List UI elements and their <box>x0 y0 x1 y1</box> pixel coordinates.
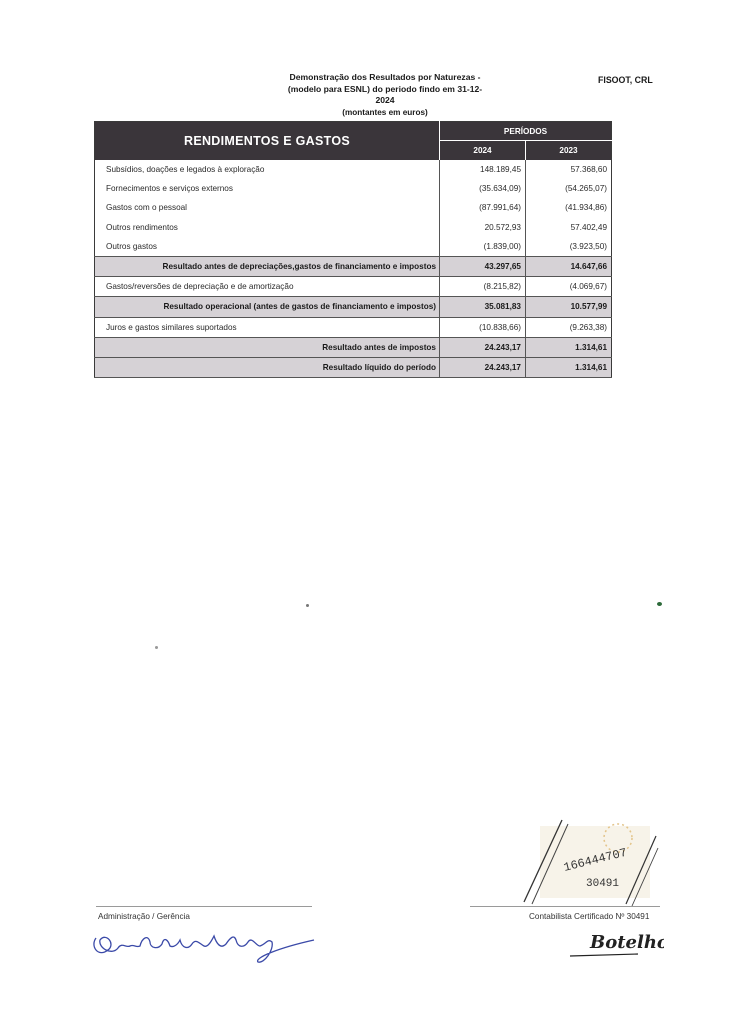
value-2024: 148.189,45 <box>440 160 526 179</box>
administration-label: Administração / Gerência <box>98 912 190 921</box>
table-body <box>95 160 612 378</box>
subtotal-row <box>95 297 612 317</box>
year-header-2023: 2023 <box>526 141 612 161</box>
value-2023: 14.647,66 <box>526 256 612 276</box>
stamp-number: 166444707 <box>562 845 629 875</box>
subtotal-row <box>95 357 612 377</box>
income-statement-table <box>94 121 612 378</box>
company-name: FISOOT, CRL <box>598 75 653 85</box>
value-2024: (1.839,00) <box>440 237 526 257</box>
table-row <box>95 218 612 237</box>
periods-header: PERÍODOS <box>440 122 612 141</box>
stamp-cert: 30491 <box>586 878 620 890</box>
value-2023: (54.265,07) <box>526 179 612 198</box>
value-2023: (3.923,50) <box>526 237 612 257</box>
value-2024: 24.243,17 <box>440 337 526 357</box>
row-label: Resultado antes de impostos <box>95 337 440 357</box>
scan-speck <box>155 646 158 649</box>
value-2024: (10.838,66) <box>440 317 526 337</box>
title-line-2: (modelo para ESNL) do periodo findo em 31-12- <box>287 83 483 94</box>
year-header-2024: 2024 <box>440 141 526 161</box>
value-2023: (4.069,67) <box>526 277 612 297</box>
accountant-signature <box>568 918 664 960</box>
row-label: Juros e gastos similares suportados <box>106 322 237 332</box>
title-line-3: 2024 <box>375 95 395 105</box>
value-2023: 57.368,60 <box>526 160 612 179</box>
subtotal-row <box>95 256 612 276</box>
value-2024: (8.215,82) <box>440 277 526 297</box>
document-title <box>270 72 500 118</box>
value-2023: 57.402,49 <box>526 218 612 237</box>
title-line-1: Demonstração dos Resultados por Naturezas - <box>289 72 481 82</box>
table-row <box>95 198 612 217</box>
row-label: Outros rendimentos <box>106 222 178 232</box>
accountant-label: Contabilista Certificado Nº 30491 <box>529 912 650 921</box>
table-row <box>95 237 612 257</box>
scan-speck <box>306 604 309 607</box>
row-label: Resultado antes de depreciações,gastos de financiamento e impostos <box>95 256 440 276</box>
row-label: Resultado líquido do período <box>95 357 440 377</box>
row-label: Resultado operacional (antes de gastos de financiamento e impostos) <box>95 297 440 317</box>
table-row <box>95 317 612 337</box>
value-2023: 1.314,61 <box>526 337 612 357</box>
value-2023: 1.314,61 <box>526 357 612 377</box>
row-label: Outros gastos <box>106 241 157 251</box>
table-row <box>95 179 612 198</box>
value-2024: (35.634,09) <box>440 179 526 198</box>
scan-speck <box>657 602 662 606</box>
accountant-signature-text: Botelho <box>590 932 664 953</box>
certification-stamp <box>510 816 660 908</box>
subtotal-row <box>95 337 612 357</box>
document-subtitle: (montantes em euros) <box>342 107 428 117</box>
value-2024: (87.991,64) <box>440 198 526 217</box>
row-label: Gastos/reversões de depreciação e de amortização <box>106 282 294 292</box>
table-row <box>95 160 612 179</box>
value-2024: 35.081,83 <box>440 297 526 317</box>
table-header-title: RENDIMENTOS E GASTOS <box>95 122 440 161</box>
row-label: Gastos com o pessoal <box>106 203 188 213</box>
value-2023: 10.577,99 <box>526 297 612 317</box>
table-row <box>95 277 612 297</box>
value-2023: (41.934,86) <box>526 198 612 217</box>
row-label: Subsídios, doações e legados à exploração <box>106 165 265 175</box>
signature-line-right <box>470 906 660 907</box>
administration-signature <box>88 918 320 970</box>
value-2023: (9.263,38) <box>526 317 612 337</box>
row-label: Fornecimentos e serviços externos <box>106 184 233 194</box>
signature-line-left <box>96 906 312 907</box>
value-2024: 43.297,65 <box>440 256 526 276</box>
value-2024: 24.243,17 <box>440 357 526 377</box>
value-2024: 20.572,93 <box>440 218 526 237</box>
